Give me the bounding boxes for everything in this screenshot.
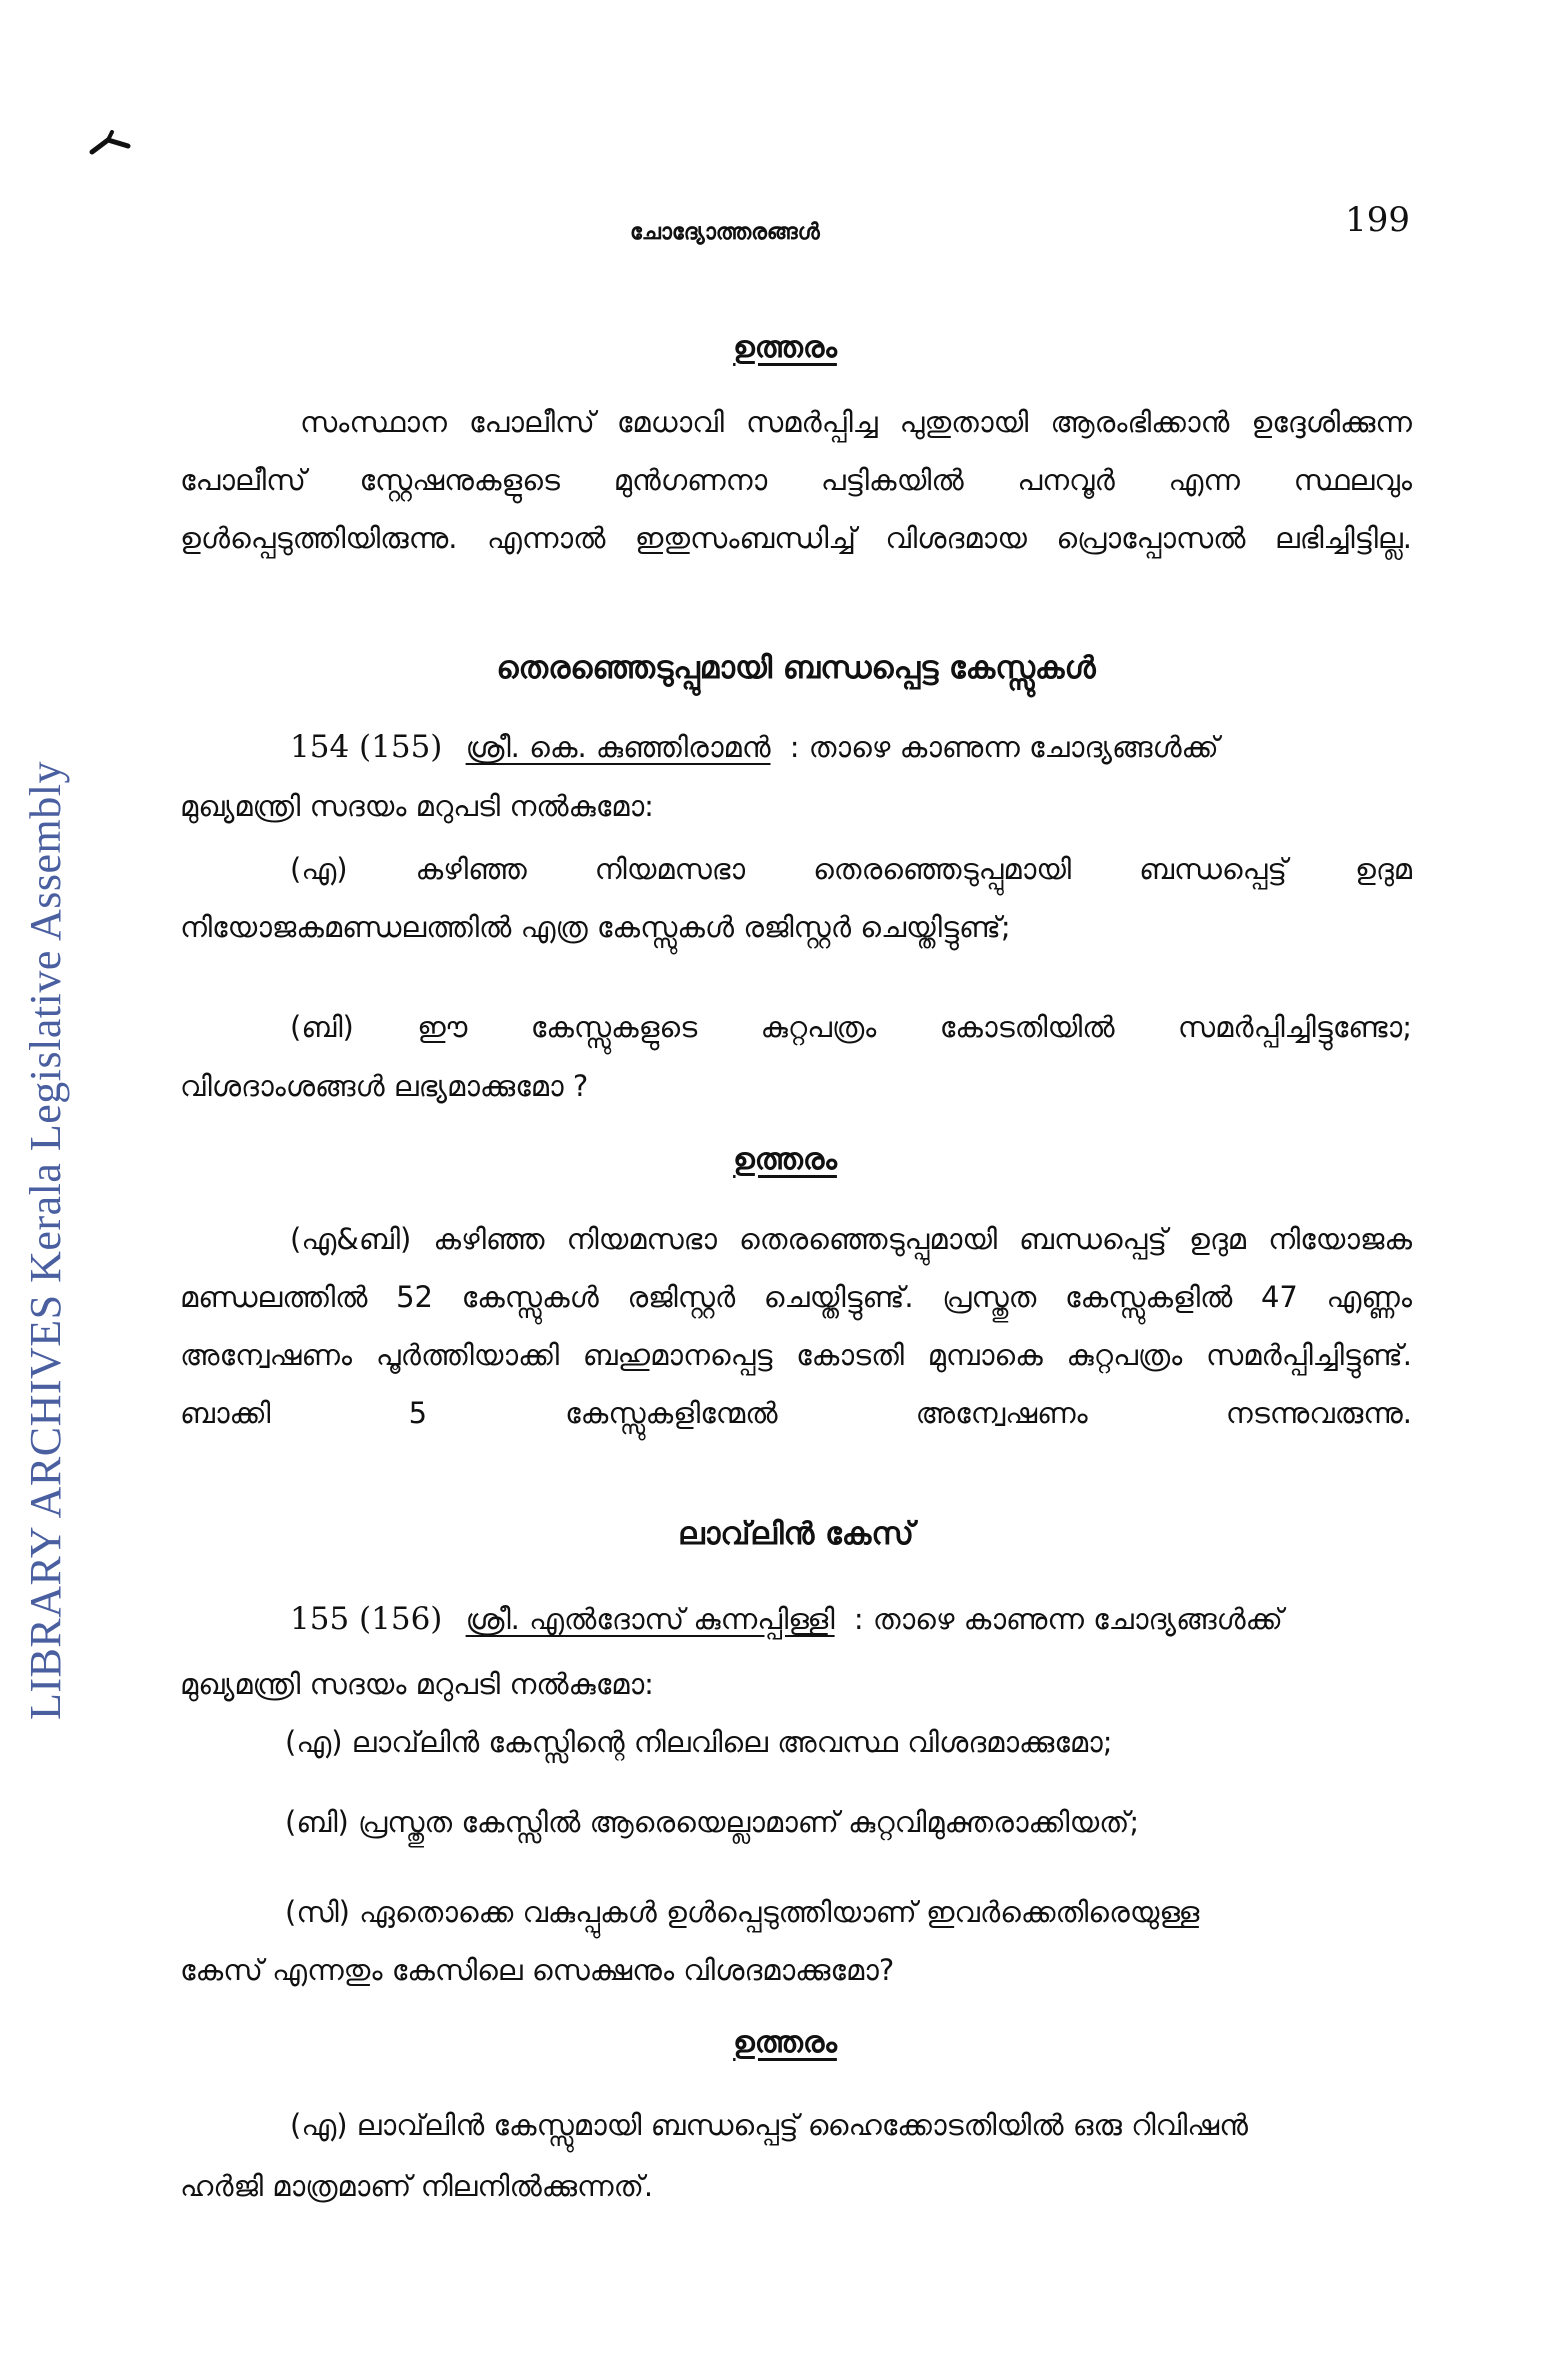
question-a-line2: നിയോജകമണ്ഡലത്തിൽ എത്ര കേസ്സുകൾ രജിസ്റ്റർ ചെയ്തിട്ടുണ്ട്; xyxy=(180,910,1011,944)
member-name: ശ്രീ. എൽദോസ് കുന്നപ്പിള്ളി xyxy=(465,1602,835,1636)
question-intro: : താഴെ കാണുന്ന ചോദ്യങ്ങൾക്ക് xyxy=(789,730,1219,764)
scan-mark-icon xyxy=(88,130,134,160)
question-c-line2: കേസ് എന്നതും കേസിലെ സെക്ഷനും വിശദമാക്കുമോ? xyxy=(180,1953,895,1987)
question-a: (എ) ലാവ്‌ലിൻ കേസ്സിന്റെ നിലവിലെ അവസ്ഥ വിശദമാക്കുമോ; xyxy=(285,1725,1113,1759)
answer-paragraph-2: (എ&ബി) കഴിഞ്ഞ നിയമസഭാ തെരഞ്ഞെടുപ്പുമായി ബന്ധപ്പെട്ട് ഉദുമ നിയോജക മണ്ഡലത്തിൽ 52 കേസ്സുകൾ രജിസ്റ്റർ ചെയ്തിട്ടുണ്ട്. പ്രസ്തുത കേസ്സുകളിൽ 47 എണ്ണം അന്വേഷണം പൂർത്തിയാക്കി ബഹുമാനപ്പെട്ട കോടതി മുമ്പാകെ കുറ്റപത്രം സമർപ്പിച്ചിട്ടുണ്ട്. ബാക്കി 5 കേസ്സുകളിന്മേൽ അന്വേഷണം നടന്നുവരുന്നു. xyxy=(180,1222,1412,1430)
question-b: (ബി) പ്രസ്തുത കേസ്സിൽ ആരെയെല്ലാമാണ് കുറ്റവിമുക്തരാക്കിയത്; xyxy=(285,1805,1140,1839)
question-intro-line2: മുഖ്യമന്ത്രി സദയം മറുപടി നൽകുമോ: xyxy=(180,1667,654,1701)
answer-heading-3: ഉത്തരം xyxy=(733,2025,837,2060)
member-name: ശ്രീ. കെ. കുഞ്ഞിരാമൻ xyxy=(465,730,771,764)
section-title-1: തെരഞ്ഞെടുപ്പുമായി ബന്ധപ്പെട്ട കേസ്സുകൾ xyxy=(496,650,1096,686)
header-title: ചോദ്യോത്തരങ്ങൾ xyxy=(630,220,820,245)
question-c: (സി) ഏതൊക്കെ വകുപ്പുകൾ ഉൾപ്പെടുത്തിയാണ് ഇവർക്കെതിരെയുള്ള xyxy=(285,1895,1200,1929)
answer-paragraph-1: സംസ്ഥാന പോലീസ് മേധാവി സമർപ്പിച്ച പുതുതായി ആരംഭിക്കാൻ ഉദ്ദേശിക്കുന്ന പോലീസ് സ്റ്റേഷനുകളുടെ മുൻഗണനാ പട്ടികയിൽ പനവൂർ എന്ന സ്ഥലവും ഉൾപ്പെടുത്തിയിരുന്നു. എന്നാൽ ഇതുസംബന്ധിച്ച് വിശദമായ പ്രൊപ്പോസൽ ലഭിച്ചിട്ടില്ല. xyxy=(180,405,1412,555)
answer-a-line2: ഹർജി മാത്രമാണ് നിലനിൽക്കുന്നത്. xyxy=(180,2169,654,2203)
page-number: 199 xyxy=(1345,200,1410,240)
answer-a: (എ) ലാവ്‌ലിൻ കേസ്സുമായി ബന്ധപ്പെട്ട് ഹൈക്കോടതിയിൽ ഒരു റിവിഷൻ xyxy=(290,2108,1248,2142)
question-b-line2: വിശദാംശങ്ങൾ ലഭ്യമാക്കുമോ ? xyxy=(180,1069,589,1103)
archive-watermark: LIBRARY ARCHIVES Kerala Legislative Assembly xyxy=(21,761,70,1720)
question-line-154 xyxy=(290,718,1412,776)
question-number: 154 (155) xyxy=(290,729,443,765)
question-number: 155 (156) xyxy=(290,1601,443,1637)
answer-heading-1: ഉത്തരം xyxy=(733,330,837,365)
section-title-2: ലാവ്‌ലിൻ കേസ് xyxy=(678,1516,914,1552)
question-intro-line2: മുഖ്യമന്ത്രി സദയം മറുപടി നൽകുമോ: xyxy=(180,789,654,823)
answer-heading-2: ഉത്തരം xyxy=(733,1142,837,1177)
question-b: (ബി) ഈ കേസ്സുകളുടെ കുറ്റപത്രം കോടതിയിൽ സമർപ്പിച്ചിട്ടുണ്ടോ; xyxy=(290,1010,1412,1044)
question-intro: : താഴെ കാണുന്ന ചോദ്യങ്ങൾക്ക് xyxy=(853,1602,1283,1636)
question-line-155 xyxy=(290,1590,1412,1648)
running-header xyxy=(180,200,1410,260)
question-a: (എ) കഴിഞ്ഞ നിയമസഭാ തെരഞ്ഞെടുപ്പുമായി ബന്ധപ്പെട്ട് ഉദുമ xyxy=(290,852,1412,886)
